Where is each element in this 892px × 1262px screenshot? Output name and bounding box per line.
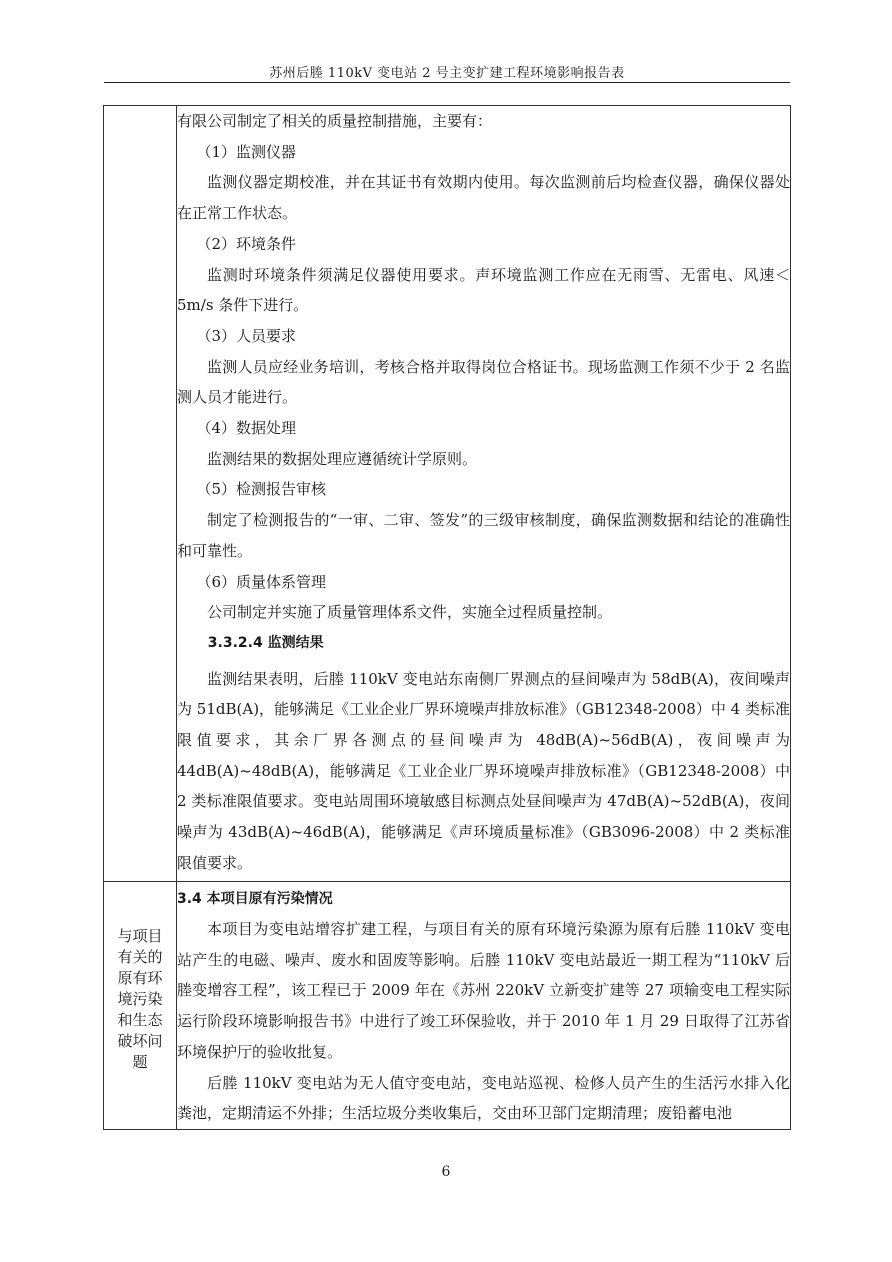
content-cell: [177, 882, 791, 1130]
content-cell: [177, 106, 791, 882]
subsection-title: （2）环境条件: [196, 234, 297, 253]
table-row: [104, 882, 791, 1130]
paragraph: 本项目为变电站增容扩建工程，与项目有关的原有环境污染源为原有后塍 110kV 变电站产生的电磁、噪声、废水和固废等影响。后塍 110kV 变电站最近一期工程为“110kV 后塍变增容工程”，该工程已于 2009 年在《苏州 220kV 立新变扩建等 27 项输变电工程实际运行阶段环境影响报告书》中进行了竣工环保验收，并于 2010 年 1 月 29 日取得了江苏省环境保护厅的验收批复。: [177, 920, 790, 1061]
paragraph: 监测结果的数据处理应遵循统计学原则。: [207, 449, 478, 468]
subsection-title: （5）检测报告审核: [196, 480, 327, 499]
running-header: 苏州后塍 110kV 变电站 2 号主变扩建工程环境影响报告表: [269, 66, 625, 81]
section-heading: 3.4 本项目原有污染情况: [177, 891, 333, 907]
monitoring-result-paragraph: 监测结果表明，后塍 110kV 变电站东南侧厂界测点的昼间噪声为 58dB(A)，夜间噪声为 51dB(A)，能够满足《工业企业厂界环境噪声排放标准》（GB12348-2008）中 4 类标准限值要求，其余厂界各测点的昼间噪声为 48dB(A)~56dB(A)，夜间噪声为 44dB(A)~48dB(A)，能够满足《工业企业厂界环境噪声排放标准》（GB12348-2008）中 2 类标准限值要求。变电站周围环境敏感目标测点处昼间噪声为 47dB(A)~52dB(A)，夜间噪声为 43dB(A)~46dB(A)，能够满足《声环境质量标准》（GB3096-2008）中 2 类标准限值要求。: [177, 669, 790, 872]
paragraph: 后塍 110kV 变电站为无人值守变电站，变电站巡视、检修人员产生的生活污水排入化粪池，定期清运不外排；生活垃圾分类收集后，交由环卫部门定期清理；废铅蓄电池: [177, 1073, 790, 1123]
page-number: 6: [441, 1164, 451, 1180]
paragraph: 公司制定并实施了质量管理体系文件，实施全过程质量控制。: [207, 603, 613, 622]
row-label-cell: [104, 106, 177, 882]
paragraph: 制定了检测报告的“一审、二审、签发”的三级审核制度，确保监测数据和结论的准确性和可靠性。: [177, 511, 790, 560]
subsection-title: （3）人员要求: [196, 326, 297, 345]
paragraph: 有限公司制定了相关的质量控制措施，主要有：: [177, 112, 493, 130]
subsection-title: （1）监测仪器: [196, 142, 297, 161]
row-label: 与项目有关的原有环境污染和生态破坏问题: [117, 927, 163, 1071]
subsection-title: （4）数据处理: [196, 419, 297, 438]
section-heading: 3.3.2.4 监测结果: [207, 634, 324, 651]
content-table: [103, 105, 791, 1130]
table-row: [104, 106, 791, 882]
row-label-cell: [104, 882, 177, 1130]
paragraph: 监测时环境条件须满足仪器使用要求。声环境监测工作应在无雨雪、无雷电、风速＜5m/s 条件下进行。: [177, 265, 790, 315]
paragraph: 监测仪器定期校准，并在其证书有效期内使用。每次监测前后均检查仪器，确保仪器处在正常工作状态。: [177, 173, 790, 223]
paragraph: 监测人员应经业务培训，考核合格并取得岗位合格证书。现场监测工作须不少于 2 名监测人员才能进行。: [177, 357, 790, 407]
quality-control-section: [177, 106, 790, 628]
header-rule: [104, 82, 790, 83]
subsection-title: （6）质量体系管理: [196, 572, 327, 591]
